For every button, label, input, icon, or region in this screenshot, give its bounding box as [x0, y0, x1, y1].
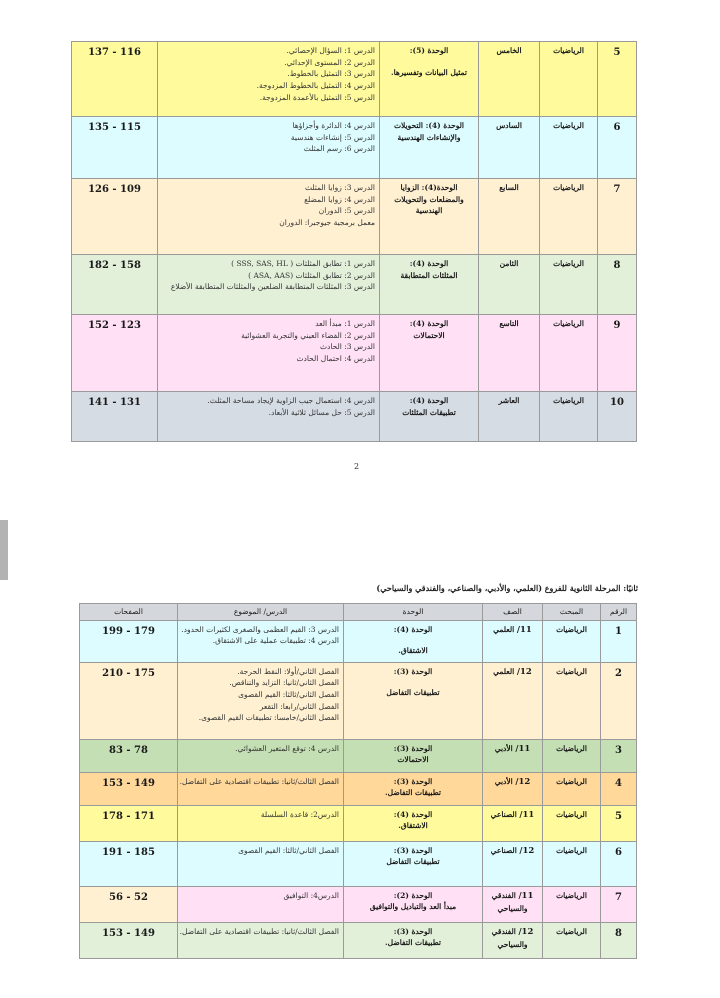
lesson-item: الدرس 4: الدائرة وأجزاؤها [292, 121, 375, 130]
grade-number: 12/ [515, 776, 531, 787]
grade-branch: الفندقي [491, 890, 516, 900]
lesson-cell [178, 739, 344, 772]
left-edge-gray-bar [0, 520, 8, 580]
unit-title: الوحدة (4): [409, 396, 449, 405]
grade-cell [483, 662, 543, 739]
lesson-item: الدرس2: قاعدة السلسلة [260, 809, 339, 819]
grade-cell [483, 739, 543, 772]
unit-title: الوحدة (4): [409, 259, 449, 268]
lesson-item: الدرس4: التوافيق [283, 890, 339, 900]
header-subject: المبحث [543, 604, 601, 621]
row-number: 4 [601, 772, 637, 805]
lesson-item: الفصل الثالث/ثانيا: تطبيقات اقتصادية على التفاضل. [179, 776, 339, 786]
lesson-item: الفصل الثاني/ثانيا: التزايد والتناقص. [229, 678, 339, 688]
grade-number: 11/ [516, 624, 532, 635]
unit-title: الوحدة(4): الزوايا [400, 183, 458, 192]
lesson-cell [158, 117, 380, 179]
lesson-cell [178, 841, 344, 886]
lesson-item: الدرس 3: الحادث [319, 342, 375, 352]
lesson-item: معمل برمجية جيوجبرا: الدوران [279, 217, 375, 227]
table-row [72, 392, 637, 442]
lesson-cell [178, 922, 344, 958]
pages-cell: 178 - 171 [80, 805, 178, 841]
unit-cell [380, 392, 479, 442]
lesson-item: الدرس 1: مبدأ العد [315, 319, 375, 328]
unit-name: الاشتقاق. [398, 646, 428, 656]
unit-cell [344, 805, 483, 841]
lesson-item: الفصل الثاني/ثالثا: القيم القصوى [238, 845, 339, 855]
unit-cell [344, 739, 483, 772]
unit-title: الوحدة (4): [409, 319, 449, 328]
unit-title: الوحدة (2): [393, 890, 433, 900]
row-number: 7 [601, 886, 637, 922]
unit-name: تطبيقات التفاضل [386, 857, 440, 867]
unit-cell [344, 620, 483, 662]
header-grade: الصف [483, 604, 543, 621]
unit-title: الوحدة (3): [393, 845, 433, 855]
grade-line [487, 624, 538, 637]
table-row [72, 42, 637, 117]
unit-title: الوحدة (3): [393, 776, 433, 786]
unit-name: تمثيل البيانات وتفسيرها. [391, 67, 467, 77]
table-row [80, 739, 637, 772]
grade-cell [483, 805, 543, 841]
row-number: 6 [601, 841, 637, 886]
table1-body [72, 42, 637, 442]
unit-name: الاحتمالات [413, 330, 445, 340]
grade-cell [483, 841, 543, 886]
subject-cell: الرياضيات [543, 772, 601, 805]
lesson-item: الدرس 5: حل مسائل ثلاثية الأبعاد. [268, 407, 375, 417]
table-row [80, 662, 637, 739]
pages-cell: 191 - 185 [80, 841, 178, 886]
lesson-cell [178, 662, 344, 739]
grade-branch-line2: والسياحي [497, 939, 528, 949]
table-row [80, 772, 637, 805]
unit-name: تطبيقات التفاضل. [385, 938, 441, 948]
row-number: 2 [601, 662, 637, 739]
grade-number: 12/ [516, 666, 532, 677]
grade-line [487, 666, 538, 679]
unit-title: الوحدة (4): [393, 809, 433, 819]
section-title: ثانيًا: المرحلة الثانوية للفروع (العلمي، والأدبي، والصناعي، والفندقي والسياحي) [376, 583, 638, 593]
pages-cell: 210 - 175 [80, 662, 178, 739]
lesson-item: الدرس 3: القيم العظمى والصغرى لكثيرات الحدود. [181, 624, 339, 634]
grade-branch-line2: والسياحي [497, 903, 528, 913]
curriculum-table-basic [71, 41, 637, 442]
table-row [80, 841, 637, 886]
subject-cell: الرياضيات [543, 841, 601, 886]
lesson-item: الدرس 4: احتمال الحادث [296, 353, 375, 363]
unit-name: تطبيقات المثلثات [402, 407, 456, 417]
lesson-cell [158, 315, 380, 392]
subject-cell: الرياضيات [543, 886, 601, 922]
lesson-item: الدرس 6: رسم المثلث [303, 144, 375, 154]
unit-name: الاحتمالات [397, 755, 429, 765]
unit-cell [344, 841, 483, 886]
lesson-item: الدرس 2: تطابق المثلثات (ASA, AAS ) [248, 270, 375, 280]
lesson-cell [178, 772, 344, 805]
table-row [72, 117, 637, 179]
unit-cell [380, 42, 479, 117]
grade-cell: الخامس [479, 42, 540, 117]
lesson-item: الدرس 4: زوايا المضلع [304, 194, 375, 204]
lesson-item: الفصل الثاني/رابعا: التقعر [259, 701, 339, 711]
spacer [348, 635, 478, 645]
unit-title: الوحدة (4): [393, 624, 433, 634]
header-unit: الوحدة [344, 604, 483, 621]
grade-line [487, 776, 538, 789]
grade-number: 12/ [518, 926, 534, 937]
unit-title: الوحدة (3): [393, 666, 433, 676]
grade-line [487, 845, 538, 858]
lesson-item: الدرس 4: تطبيقات عملية على الاشتقاق. [212, 636, 339, 646]
subject-cell: الرياضيات [543, 922, 601, 958]
row-number: 6 [598, 117, 637, 179]
lesson-item: الدرس 4: استعمال جيب الزاوية لإيجاد مساحة المثلث. [207, 396, 375, 405]
grade-line [487, 809, 538, 822]
lesson-item: الدرس 5: إنشاءات هندسية [290, 132, 375, 142]
grade-branch: الأدبي [494, 776, 513, 786]
pages-cell: 152 - 123 [72, 315, 158, 392]
unit-cell [380, 179, 479, 255]
unit-name: المثلثات المتطابقة [400, 270, 458, 280]
lesson-item: الدرس 3: المثلثات المتطابقة الضلعين والمثلثات المتطابقة الأضلاع [170, 282, 375, 292]
table-row [72, 315, 637, 392]
row-number: 8 [601, 922, 637, 958]
grade-number: 11/ [518, 890, 534, 901]
unit-name: والمضلعات والتحويلات الهندسية [394, 194, 464, 216]
lesson-item: الفصل الثاني/أولا: النقط الحرجة. [237, 666, 339, 676]
grade-number: 11/ [519, 809, 535, 820]
unit-name: الاشتقاق. [398, 821, 428, 831]
subject-cell: الرياضيات [540, 255, 598, 315]
pages-cell: 135 - 115 [72, 117, 158, 179]
grade-cell: السادس [479, 117, 540, 179]
lesson-cell [178, 805, 344, 841]
lesson-item: الدرس 1: السؤال الإحصائي. [286, 46, 375, 55]
grade-cell [483, 922, 543, 958]
grade-cell [483, 886, 543, 922]
page-number: 2 [354, 462, 360, 471]
lesson-item: الدرس 2: المستوى الإحدائي. [284, 57, 375, 67]
lesson-cell [178, 886, 344, 922]
grade-line [487, 743, 538, 756]
subject-cell: الرياضيات [540, 315, 598, 392]
pages-cell: 83 - 78 [80, 739, 178, 772]
subject-cell: الرياضيات [540, 392, 598, 442]
lesson-item: الدرس 1: تطابق المثلثات ( SSS, SAS, HL ) [231, 259, 375, 268]
subject-cell: الرياضيات [543, 620, 601, 662]
pages-cell: 153 - 149 [80, 922, 178, 958]
unit-title: الوحدة (5): [409, 46, 449, 55]
grade-cell: السابع [479, 179, 540, 255]
unit-cell [380, 117, 479, 179]
subject-cell: الرياضيات [540, 179, 598, 255]
unit-name: مبدأ العد والتباديل والتوافيق [369, 902, 457, 912]
unit-title: الوحدة (3): [393, 743, 433, 753]
spacer [348, 677, 478, 687]
lesson-cell [158, 179, 380, 255]
lesson-item: الدرس 3: زوايا المثلث [304, 183, 375, 192]
grade-number: 12/ [519, 845, 535, 856]
row-number: 5 [601, 805, 637, 841]
grade-cell: الثامن [479, 255, 540, 315]
grade-line [487, 890, 538, 903]
table-row [80, 620, 637, 662]
grade-branch: الصناعي [490, 845, 517, 855]
table-header-row [80, 604, 637, 621]
table-row [80, 886, 637, 922]
grade-branch: الأدبي [494, 743, 513, 753]
lesson-item: الدرس 4: التمثيل بالخطوط المزدوجة. [256, 80, 375, 90]
curriculum-table-secondary [79, 603, 637, 959]
unit-name: والإنشاءات الهندسية [397, 132, 461, 142]
grade-number: 11/ [515, 743, 531, 754]
lesson-item: الدرس 3: التمثيل بالخطوط. [287, 69, 375, 79]
lesson-cell [158, 42, 380, 117]
unit-cell [380, 255, 479, 315]
header-pages: الصفحات [80, 604, 178, 621]
grade-cell [483, 620, 543, 662]
pages-cell: 153 - 149 [80, 772, 178, 805]
unit-cell [380, 315, 479, 392]
table2-body [80, 620, 637, 958]
pages-cell: 141 - 131 [72, 392, 158, 442]
unit-name: تطبيقات التفاضل [386, 688, 440, 698]
lesson-cell [158, 392, 380, 442]
unit-cell [344, 772, 483, 805]
unit-title: الوحدة (4): التحويلات [393, 121, 465, 130]
subject-cell: الرياضيات [540, 42, 598, 117]
grade-branch: الصناعي [490, 809, 517, 819]
pages-cell: 182 - 158 [72, 255, 158, 315]
row-number: 10 [598, 392, 637, 442]
lesson-cell [158, 255, 380, 315]
row-number: 8 [598, 255, 637, 315]
subject-cell: الرياضيات [543, 805, 601, 841]
unit-name: تطبيقات التفاضل. [385, 788, 441, 798]
grade-cell: العاشر [479, 392, 540, 442]
lesson-item: الدرس 2: الفضاء العيني والتجربة العشوائية [241, 330, 375, 340]
grade-cell: التاسع [479, 315, 540, 392]
lesson-item: الدرس 5: التمثيل بالأعمدة المزدوجة. [259, 92, 375, 102]
pages-cell: 199 - 179 [80, 620, 178, 662]
pages-cell: 126 - 109 [72, 179, 158, 255]
row-number: 9 [598, 315, 637, 392]
lesson-item: الدرس 5: الدوران [318, 206, 375, 216]
grade-branch: الفندقي [491, 926, 516, 936]
header-lesson: الدرس/ الموضوع [178, 604, 344, 621]
subject-cell: الرياضيات [543, 662, 601, 739]
unit-cell [344, 922, 483, 958]
unit-title: الوحدة (3): [393, 926, 433, 936]
lesson-cell [178, 620, 344, 662]
lesson-item: الفصل الثاني/خامسا: تطبيقات القيم القصوى. [198, 713, 339, 723]
table-row [72, 179, 637, 255]
subject-cell: الرياضيات [543, 739, 601, 772]
lesson-item: الدرس 4: توقع المتغير العشوائي. [235, 743, 339, 753]
grade-branch: العلمي [493, 624, 515, 634]
header-number: الرقم [601, 604, 637, 621]
unit-cell [344, 886, 483, 922]
lesson-item: الفصل الثاني/ثالثا: القيم القصوى [238, 689, 339, 699]
row-number: 5 [598, 42, 637, 117]
lesson-item: الفصل الثالث/ثانيا: تطبيقات اقتصادية على التفاضل. [179, 926, 339, 936]
table-row [80, 805, 637, 841]
row-number: 3 [601, 739, 637, 772]
row-number: 7 [598, 179, 637, 255]
unit-cell [344, 662, 483, 739]
grade-line [487, 926, 538, 939]
table-row [80, 922, 637, 958]
spacer [384, 57, 474, 67]
grade-branch: العلمي [493, 666, 515, 676]
table-row [72, 255, 637, 315]
grade-cell [483, 772, 543, 805]
row-number: 1 [601, 620, 637, 662]
pages-cell: 56 - 52 [80, 886, 178, 922]
pages-cell: 137 - 116 [72, 42, 158, 117]
subject-cell: الرياضيات [540, 117, 598, 179]
